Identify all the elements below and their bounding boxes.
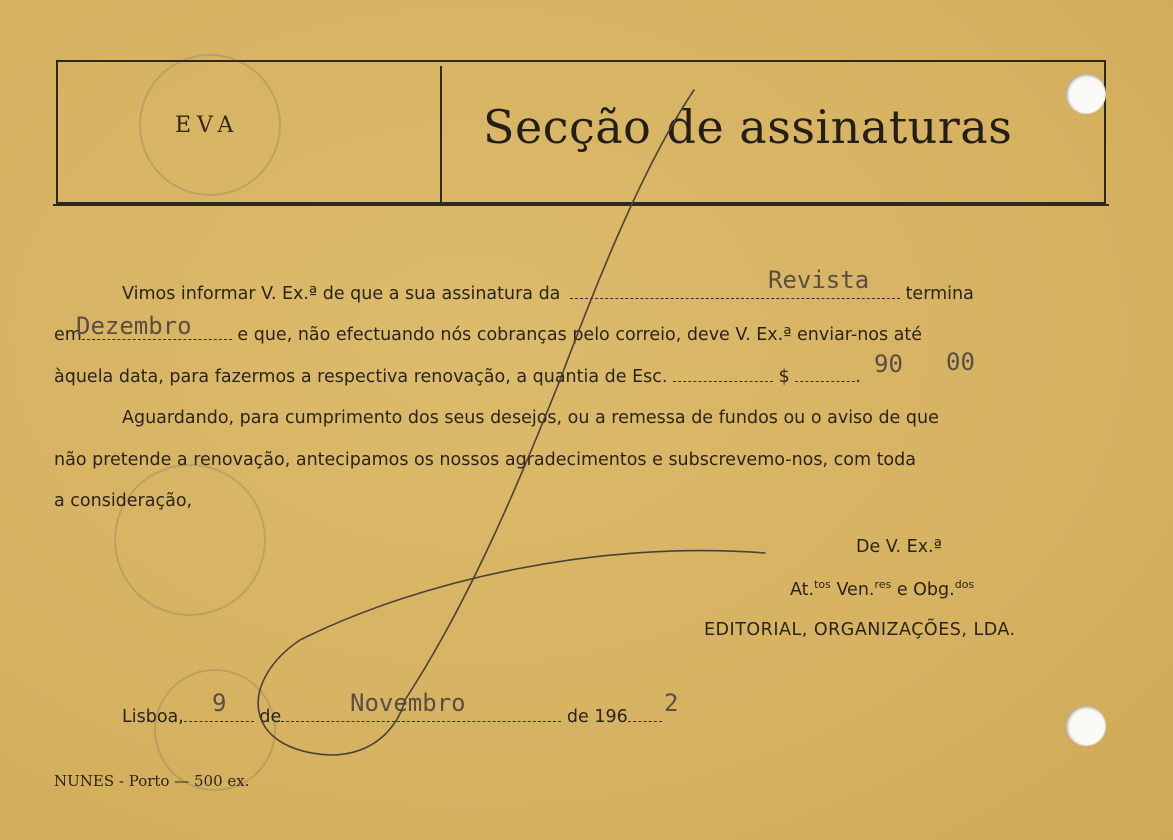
company-name: EDITORIAL, ORGANIZAÇÕES, LDA. [704, 620, 1016, 640]
dateline-city: Lisboa, [122, 707, 184, 727]
closing-ven: Ven. [830, 579, 875, 600]
filled-amount-centavos: 00 [946, 348, 975, 376]
filled-year-digit: 2 [664, 689, 679, 717]
closing-obg: e Obg. [891, 579, 955, 600]
body-line-3-period: . [855, 367, 861, 387]
body-line-3-text: àquela data, para fazermos a respectiva renovação, a quantia de Esc. [54, 367, 668, 387]
filled-publication: Revista [768, 266, 870, 294]
closing-obg-sup: dos [954, 578, 975, 591]
pencil-stroke-loop [258, 551, 765, 755]
closing-att: At. [790, 579, 815, 600]
body-line-2-text: e que, não efectuando nós cobranças pelo correio, deve V. Ex.ª enviar-nos até [237, 325, 923, 345]
body-line-2-em: em [54, 325, 82, 345]
body-line-4: Aguardando, para cumprimento dos seus desejos, ou a remessa de fundos ou o aviso de que [122, 408, 939, 428]
body-line-3-dollar: $ [778, 367, 790, 387]
filled-day: 9 [212, 689, 227, 717]
dateline-de-1: de [259, 707, 282, 727]
closing-line-1: De V. Ex.ª [856, 537, 942, 557]
body-line-1-end: termina [905, 284, 974, 304]
filled-amount-escudos: 90 [874, 350, 903, 378]
printer-imprint: NUNES - Porto — 500 ex. [54, 772, 250, 790]
body-line-1-text: Vimos informar V. Ex.ª de que a sua assinatura da [122, 284, 561, 304]
body-line-5: não pretende a renovação, antecipamos os nossos agradecimentos e subscrevemo-nos, com toda [54, 450, 916, 470]
closing-ven-sup: res [874, 578, 892, 591]
publisher-name: EVA [175, 113, 240, 138]
filled-month-end: Dezembro [76, 312, 192, 340]
dateline-de-2: de 196 [566, 707, 628, 727]
closing-att-sup: tos [814, 578, 831, 591]
section-title: Secção de assinaturas [483, 100, 1013, 154]
body-line-6: a consideração, [54, 491, 193, 511]
pencil-stroke-diagonal [405, 90, 694, 700]
filled-month: Novembro [350, 689, 466, 717]
